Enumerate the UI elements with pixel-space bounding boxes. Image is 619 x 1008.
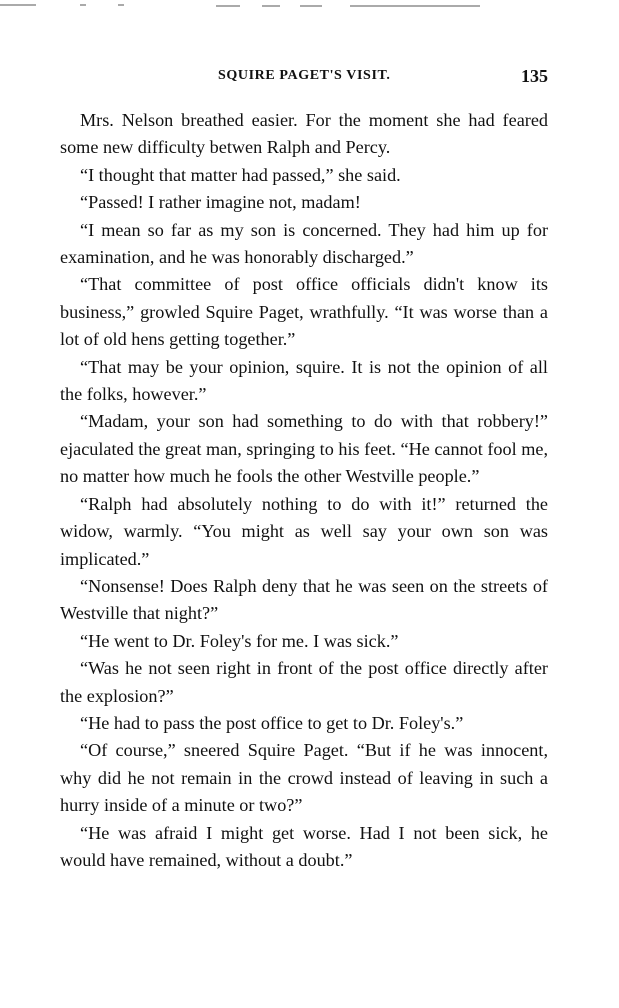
paragraph: “That may be your opinion, squire. It is not the opinion of all the folks, however.” [60, 356, 548, 405]
page-header [60, 66, 548, 90]
paragraph: Mrs. Nelson breathed easier. For the moment she had feared some new difficulty betwen Ralph and Percy. [60, 110, 548, 158]
paragraph: “Nonsense! Does Ralph deny that he was seen on the streets of Westville that night?” [60, 575, 548, 624]
paragraph: “He had to pass the post office to get to Dr. Foley's.” [80, 712, 464, 733]
paragraph: “He was afraid I might get worse. Had I not been sick, he would have remained, without a doubt.” [60, 822, 548, 870]
paragraph: “Ralph had absolutely nothing to do with it!” returned the widow, warmly. “You might as well say your own son was implicated.” [60, 493, 548, 569]
running-head: SQUIRE PAGET'S VISIT. [218, 68, 391, 83]
paragraph: “Passed! I rather imagine not, madam! [80, 192, 361, 213]
paragraph: “That committee of post office officials didn't know its business,” growled Squire Paget, wrathfully. “It was worse than a lot of old hens getting together.” [60, 274, 548, 350]
scan-artifact-marks [0, 4, 619, 10]
body-text [60, 107, 548, 874]
page-number: 135 [521, 66, 548, 86]
paragraph: “Was he not seen right in front of the post office directly after the explosion?” [60, 658, 548, 706]
paragraph: “Madam, your son had something to do with that robbery!” ejaculated the great man, springing to his feet. “He cannot fool me, no matter how much he fools the other Westville people.” [60, 411, 548, 487]
paragraph: “I thought that matter had passed,” she said. [80, 164, 401, 185]
paragraph: “I mean so far as my son is concerned. They had him up for examination, and he was honorably discharged.” [60, 219, 548, 268]
paragraph: “He went to Dr. Foley's for me. I was sick.” [80, 630, 399, 651]
paragraph: “Of course,” sneered Squire Paget. “But if he was innocent, why did he not remain in the crowd instead of leaving in such a hurry inside of a minute or two?” [60, 740, 548, 816]
